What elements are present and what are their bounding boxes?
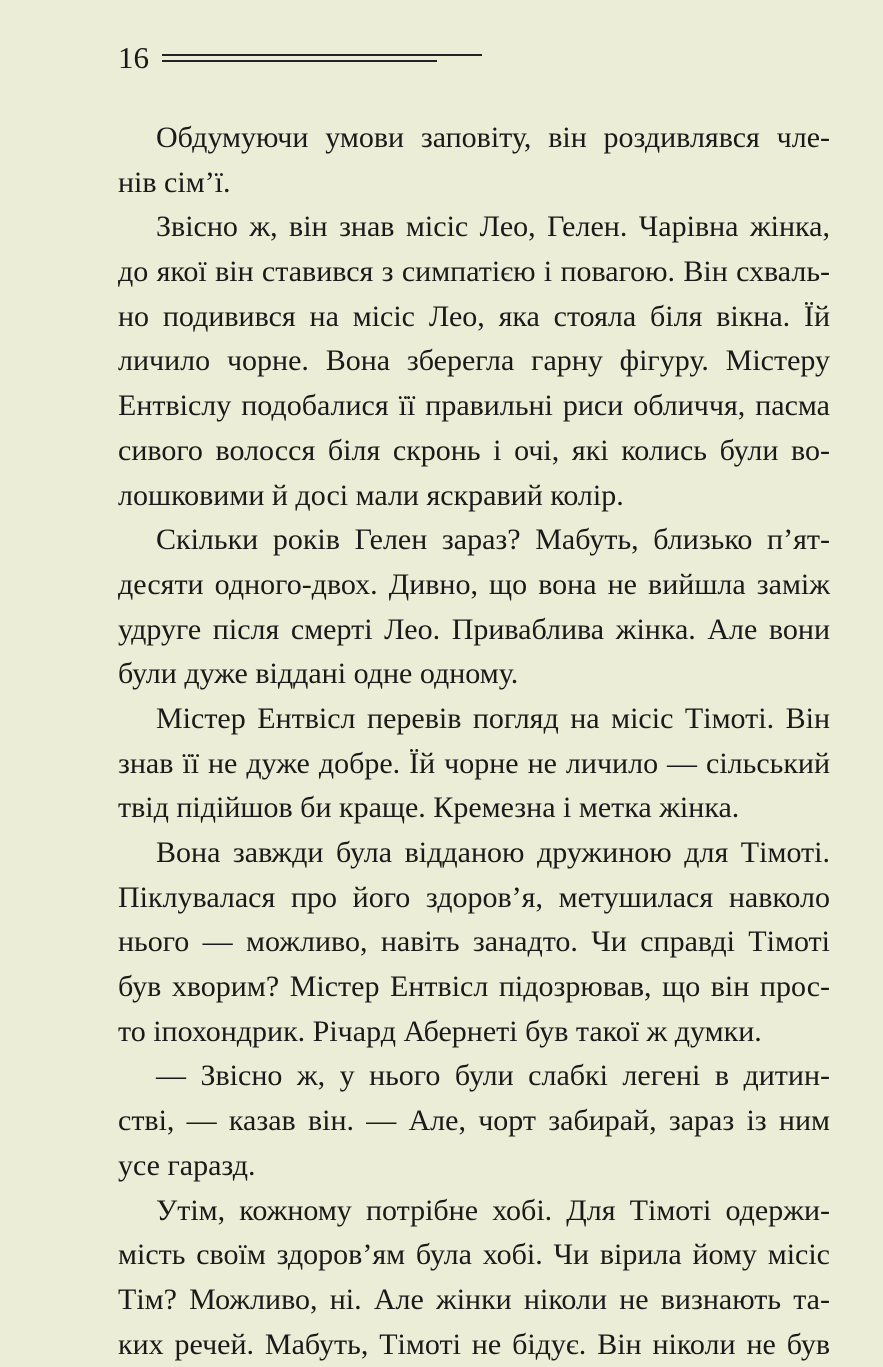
text-line: знав її не дуже добре. Їй чорне не личило — сільський	[118, 746, 830, 780]
text-line: нього — можливо, навіть занадто. Чи справді Тімоті	[118, 925, 830, 959]
text-line: сивого волосся біля скронь і очі, які колись були во-	[118, 433, 830, 467]
text-line: лошковими й досі мали яскравий колір.	[118, 478, 624, 512]
text-line: був хворим? Містер Ентвісл підозрював, що він прос-	[118, 970, 830, 1004]
text-line: Звісно ж, він знав місіс Лео, Гелен. Чарівна жінка,	[156, 210, 830, 244]
text-line: Скільки років Гелен зараз? Мабуть, близько п’ят-	[156, 523, 830, 557]
text-line: личило чорне. Вона зберегла гарну фігуру. Містеру	[118, 344, 830, 378]
text-line: усе гаразд.	[118, 1148, 256, 1182]
text-line: стві, — казав він. — Але, чорт забирай, зараз із ним	[118, 1104, 830, 1138]
text-line: мість своїм здоров’ям була хобі. Чи вірила йому місіс	[118, 1238, 830, 1272]
text-line: Утім, кожному потрібне хобі. Для Тімоті одержи-	[156, 1193, 830, 1227]
text-line: — Звісно ж, у нього були слабкі легені в дитин-	[156, 1059, 830, 1093]
header-rule	[162, 54, 482, 56]
header-rule	[162, 60, 437, 62]
text-line: Обдумуючи умови заповіту, він роздивлявся чле-	[156, 121, 830, 154]
text-line: Вона завжди була відданою дружиною для Тімоті.	[156, 836, 830, 869]
text-line: но подивився на місіс Лео, яка стояла біля вікна. Їй	[118, 299, 830, 333]
text-line: удруге після смерті Лео. Приваблива жінка. Але вони	[118, 612, 830, 646]
text-line: твід підійшов би краще. Кремезна і метка жінка.	[118, 791, 740, 825]
text-line: Містер Ентвісл перевів погляд на місіс Тімоті. Він	[156, 701, 830, 735]
text-line: то іпохондрик. Річард Абернеті був такої ж думки.	[118, 1014, 762, 1048]
text-line: ких речей. Мабуть, Тімоті не бідує. Він ніколи не був	[118, 1327, 830, 1361]
text-line: десяти одного-двох. Дивно, що вона не вийшла заміж	[118, 567, 830, 601]
text-line: нів сім’ї.	[118, 165, 231, 199]
page-number: 16	[118, 40, 149, 75]
text-line: Ентвіслу подобалися її правильні риси обличчя, пасма	[118, 389, 830, 423]
text-line: були дуже віддані одне одному.	[118, 657, 519, 691]
text-line: Тім? Можливо, ні. Але жінки ніколи не визнають та-	[118, 1282, 830, 1316]
page-header	[118, 40, 488, 80]
body-text	[118, 116, 830, 1367]
text-line: до якої він ставився з симпатією і повагою. Він схваль-	[118, 255, 830, 289]
text-line: Піклувалася про його здоров’я, метушилася навколо	[118, 880, 830, 914]
